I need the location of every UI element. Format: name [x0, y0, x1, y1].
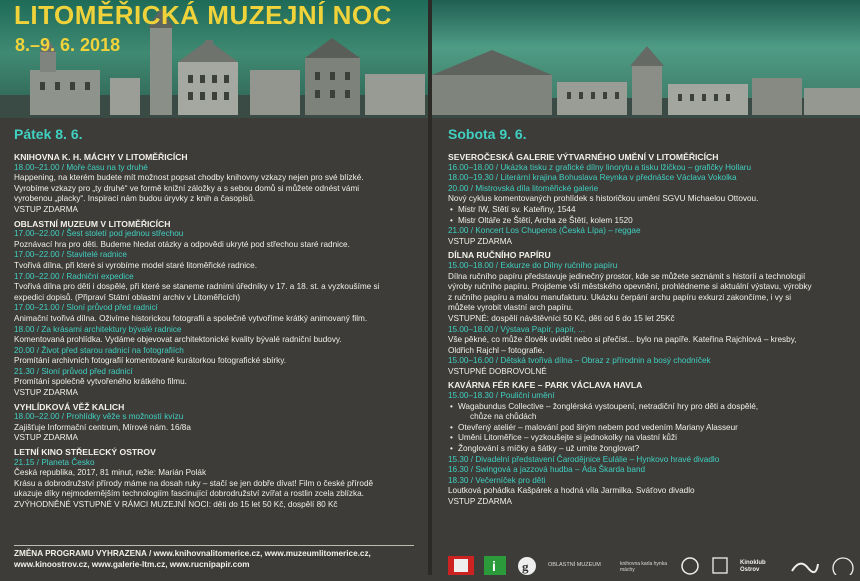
svg-text:g: g [522, 559, 529, 574]
event-description: VSTUP ZDARMA [14, 204, 78, 214]
event-description: Komentovaná prohlídka. Vydáme objevovat architektonické kvality bývalé radniční budovy. [14, 335, 342, 345]
venue-heading: OBLASTNÍ MUZEUM V LITOMĚŘICÍCH [14, 218, 171, 229]
list-item: • Uměni Litoměřice – vyzkoušejte si jednokolky na vlastní kůži [448, 433, 858, 444]
list-item: • Otevřený ateliér – malování pod širým nebem pod vedením Mariany Alasseur [448, 423, 858, 434]
venue-heading: VYHLÍDKOVÁ VĚŽ KALICH [14, 401, 125, 412]
event-description: VSTUPNÉ: dospělí návštěvníci 50 Kč, děti od 6 do 15 let 25Kč [448, 313, 675, 323]
event-time-title: 17.00–21.00 / Sloní průvod před radnicí [14, 303, 158, 313]
event-description: Poznávací hra pro děti. Budeme hledat otázky a odpovědi ukryté pod střechou staré radnice. [14, 239, 350, 249]
event-time-title: 17.00–22.00 / Radniční expedice [14, 271, 134, 281]
event-description: Loutková pohádka Kašpárek a hodná víla Jarmilka. Sváťovo divadlo [448, 486, 695, 496]
svg-text:i: i [492, 558, 496, 574]
event-description: VSTUP ZDARMA [14, 433, 78, 443]
venue-heading: DÍLNA RUČNÍHO PAPÍRU [448, 250, 551, 261]
footer-line-2[interactable]: www.kinoostrov.cz, www.galerie-ltm.cz, www.rucnipapir.com [14, 560, 250, 569]
event-time-title: 15.00–18.00 / Výstava Papír, papír, ... [448, 324, 586, 334]
event-description: VSTUP ZDARMA [448, 236, 512, 246]
saturday-heading: Sobota 9. 6. [448, 126, 527, 142]
event-time-title: 21.15 / Planeta Česko [14, 457, 95, 467]
list-item: chůze na chůdách [470, 412, 537, 422]
header-right-panel [432, 0, 860, 118]
event-time-title: 18.00–19.30 / Literární krajina Bohuslava Reynka v přednášce Václava Vokolka [448, 173, 737, 183]
wave-logo-icon [790, 556, 820, 575]
event-description: výroby ručního papíru. Projdeme vší městského opevnění, prohlédneme si aktuální výstavu, výrobky [448, 282, 812, 292]
event-description: VSTUP ZDARMA [14, 388, 78, 398]
footer-line-1[interactable]: ZMĚNA PROGRAMU VYHRAZENA / www.knihovnalitomerice.cz, www.muzeumlitomerice.cz, [14, 549, 371, 558]
event-time-title: 18.30 / Večerníček pro děti [448, 475, 546, 485]
event-description: Vyrobíme vzkazy pro „ty druhé“ ve formě knižní záložky a s sebou domů si můžete odnést vámi [14, 183, 360, 193]
header-left-panel [0, 0, 428, 118]
event-description: Krásu a dobrodružství přírody máme na dosah ruky – stačí se jen dobře dívat! Film o české přírodě [14, 478, 374, 488]
event-description: Animační tvořivá dílna. Oživíme historickou fotografii a společně vytvoříme krátký animovaný film. [14, 313, 368, 323]
event-description: Tvořivá dílna pro děti i dospělé, při které se staneme radními úředníky v 17. a 18. st. a vyzkoušíme si [14, 282, 380, 292]
event-time-title: 15.00–18.00 / Exkurze do Dílny ručního papíru [448, 260, 618, 270]
footer-divider [14, 545, 414, 546]
event-description: VSTUPNÉ DOBROVOLNÉ [448, 366, 547, 376]
column-divider [428, 0, 432, 575]
round-seal-icon [830, 556, 856, 575]
event-description: Promítání archivních fotografií komentované kurátorkou fotografické sbírky. [14, 356, 286, 366]
event-time-title: 20.00 / Život před starou radnicí na fotografiích [14, 345, 184, 355]
venue-heading: SEVEROČESKÁ GALERIE VÝTVARNÉHO UMĚNÍ V LITOMĚŘICÍCH [448, 152, 719, 162]
sponsor-logos [448, 552, 860, 575]
event-time-title: 18.00–21.00 / Moře času na ty druhé [14, 162, 148, 172]
event-description: Česká republika, 2017, 81 minut, režie: Marián Polák [14, 468, 207, 478]
library-logo: knihovna karla hynka máchy [620, 561, 667, 573]
event-description: vyrobenou „plackу“. Inspirací nám budou úryvky z knih a časopisů. [14, 194, 256, 204]
kinoklub-logo: Kinoklub Ostrov [740, 560, 766, 573]
venue-heading: KAVÁRNA FÉR KAFE – PARK VÁCLAVA HAVLA [448, 380, 643, 391]
list-item: • Wagabundus Collective – žonglérská vystoupení, netradiční hry pro děti a dospělé, [448, 402, 858, 413]
event-description: Nový cyklus komentovaných prohlídek s historičkou umění SGVU Michaelou Ottovou. [448, 194, 759, 204]
event-description: Zajišťuje Informační centrum, Mírové nám. 16/8a [14, 422, 191, 432]
event-time-title: 15.30 / Divadelní představení Čarodějnice Eulálie – Hynkovo hravé divadlo [448, 454, 720, 464]
event-description: VSTUP ZDARMA [448, 497, 512, 506]
event-description: ZVÝHODNĚNÉ VSTUPNÉ V RÁMCI MUZEJNÍ NOCI: děti do 15 let 50 Kč, dospělí 80 Kč [14, 500, 338, 509]
stamp-logo-icon [710, 556, 730, 575]
list-item: • Mistr IW, Stětí sv. Kateřiny, 1544 [448, 205, 858, 216]
event-time-title: 16.00–18.00 / Ukázka tisku z grafické dílny linorytu a tisku lžičkou – grafičky Hollaru [448, 162, 752, 172]
event-date: 8.–9. 6. 2018 [15, 35, 121, 55]
page-title: LITOMĚŘICKÁ MUZEJNÍ NOC [14, 0, 392, 30]
galerie-g-icon [516, 556, 538, 575]
information-icon [484, 556, 506, 575]
event-time-title: 21.30 / Sloní průvod před radnicí [14, 366, 133, 376]
event-time-title: 15.00–16.00 / Dětská tvořivá dílna – Obraz z přírodnin a bosý chodníček [448, 356, 711, 366]
town-coat-of-arms-icon [448, 556, 474, 575]
event-time-title: 18.00–22.00 / Prohlídky věže s možností kvízu [14, 412, 184, 422]
venue-heading: KNIHOVNA K. H. MÁCHY V LITOMĚŘICÍCH [14, 152, 188, 162]
list-item: • Žonglování s míčky a šátky – už umíte žonglovat? [448, 444, 858, 455]
event-description: Promítání společně vytvořeného krátkého filmu. [14, 377, 187, 387]
event-time-title: 17.00–22.00 / Stavitelé radnice [14, 250, 127, 260]
event-description: ukazuje díky nejmodernějším technologiím fascinující dobrodružství zvířat a rostlin zcela zblízka. [14, 489, 364, 499]
venue-heading: LETNÍ KINO STŘELECKÝ OSTROV [14, 447, 156, 458]
event-time-title: 18.00 / Za krásami architektury bývalé radnice [14, 324, 182, 334]
event-description: expedici dopisů. (Připraví Státní oblastní archiv v Litoměřicích) [14, 292, 241, 302]
event-description: Vše pěkné, co může člověk uvidět nebo si přečíst... bylo na papíře. Kateřina Rajchlová – kresby, [448, 335, 797, 345]
town-skyline-image-right [432, 0, 860, 118]
event-time-title: 21.00 / Koncert Los Chuperos (Česká Lípa) – reggae [448, 226, 641, 236]
event-time-title: 20.00 / Mistrovská díla litoměřické galerie [448, 183, 599, 193]
event-description: Dílna ručního papíru představuje jedinečný prostor, kde se můžete seznámit s historií a technologií [448, 271, 806, 281]
saturday-program [448, 152, 858, 508]
museum-logo: OBLASTNÍ MUZEUM [548, 562, 601, 568]
event-time-title: 16.30 / Swingová a jazzová hudba – Áda Škarda band [448, 465, 646, 475]
ruka-logo-icon [680, 556, 700, 575]
event-description: Tvořivá dílna, při které si vyrobíme model staré litoměřické radnice. [14, 260, 257, 270]
friday-heading: Pátek 8. 6. [14, 126, 83, 142]
event-description: z ručního papíru a malou manufakturu. Ukázku čerpání archu papíru exkurzi zakončíme, i vy si [448, 292, 792, 302]
event-time-title: 15.00–18.30 / Pouliční umění [448, 391, 555, 401]
event-time-title: 17.00–22.00 / Šest století pod jednou střechou [14, 229, 184, 239]
event-description: Oldřich Rajchl – fotografie. [448, 345, 545, 355]
list-item: • Mistr Oltáře ze Štětí, Archa ze Štětí, kolem 1520 [448, 216, 858, 227]
footer [14, 548, 424, 570]
event-description: můžete vyrobit vlastní arch papíru. [448, 303, 574, 313]
friday-program [14, 152, 424, 511]
event-description: Happening, na kterém budete mít možnost popsat chodby knihovny vzkazy nejen pro své blízké. [14, 173, 364, 183]
